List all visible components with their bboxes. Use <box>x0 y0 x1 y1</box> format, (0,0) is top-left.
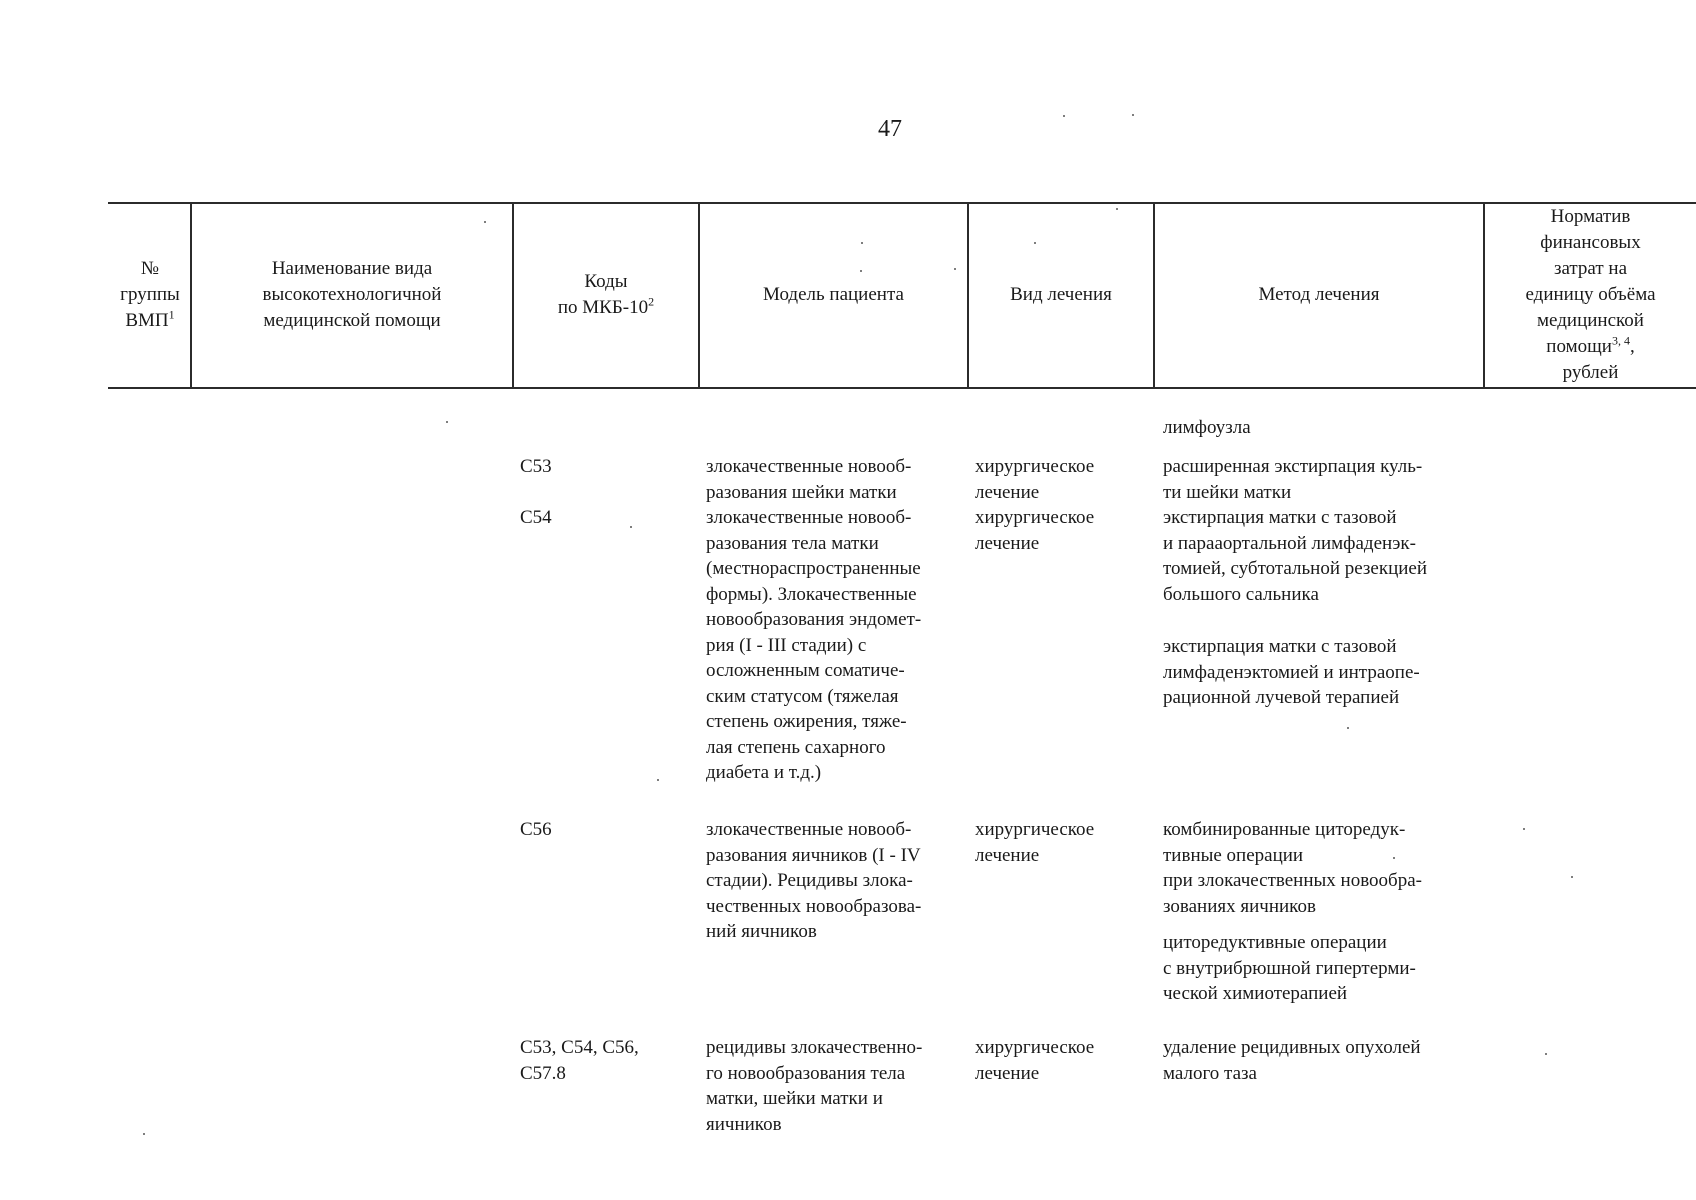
icd-code-cell: C53 <box>520 456 552 477</box>
scan-speck <box>1132 114 1134 116</box>
header-care-type: Наименование вида высокотехнологичной медицинской помощи <box>262 258 442 331</box>
treatment-type-cell: хирургическое лечение <box>975 507 1095 554</box>
header-icd-codes: Коды по МКБ-$10^2$ <box>557 271 655 318</box>
header-cost-standard: Норматив финансовых затрат на единицу объёма медицинской помощи$^{3, 4}$, рублей <box>1525 206 1656 383</box>
scan-speck <box>1545 1053 1547 1055</box>
patient-model-cell: злокачественные новооб- разования тела матки (местнораспространенные формы). Злокачественные новообразования эндомет- рия (I - III стадии) с осложненным соматиче- ским статусом (тяжелая степень ожирения, тяже- лая степень сахарного диабета и т.д.) <box>706 507 922 783</box>
header-group-number: № группы ВМП$^1$ <box>120 258 180 331</box>
scan-speck <box>861 242 863 244</box>
scan-speck <box>143 1133 145 1135</box>
scan-speck <box>954 268 956 270</box>
patient-model-cell: злокачественные новооб- разования яичников (I - IV стадии). Рецидивы злока- чественных новообразова- ний яичников <box>706 819 922 942</box>
icd-code-cell: C56 <box>520 819 552 840</box>
patient-model-cell: рецидивы злокачественно- го новообразования тела матки, шейки матки и яичников <box>706 1037 923 1135</box>
scan-speck <box>860 270 862 272</box>
method-cell: циторедуктивные операции с внутрибрюшной гипертерми- ческой химиотерапией <box>1163 932 1416 1004</box>
treatment-type-cell: хирургическое лечение <box>975 1037 1095 1084</box>
icd-code-cell: C53, C54, C56, C57.8 <box>520 1037 639 1084</box>
patient-model-cell: злокачественные новооб- разования шейки матки <box>706 456 912 503</box>
method-cell: лимфоузла <box>1163 417 1251 438</box>
header-treatment-type: Вид лечения <box>1010 284 1112 305</box>
method-cell: удаление рецидивных опухолей малого таза <box>1163 1037 1421 1084</box>
header-bottom-rule <box>108 387 1696 389</box>
method-cell: комбинированные циторедук- тивные операции при злокачественных новообра- зованиях яичников <box>1163 819 1422 917</box>
icd-code-cell: C54 <box>520 507 552 528</box>
treatment-type-cell: хирургическое лечение <box>975 819 1095 866</box>
scan-speck <box>484 221 486 223</box>
scan-speck <box>657 779 659 781</box>
scan-speck <box>446 421 448 423</box>
method-cell: экстирпация матки с тазовой и парааортальной лимфаденэк- томией, субтотальной резекцией большого сальника <box>1163 507 1428 605</box>
page-number: 47 <box>878 116 902 142</box>
scan-speck <box>1393 857 1395 859</box>
header-treatment-method: Метод лечения <box>1258 284 1380 305</box>
method-cell: расширенная экстирпация куль- ти шейки матки <box>1163 456 1423 503</box>
scan-speck <box>630 526 632 528</box>
treatment-type-cell: хирургическое лечение <box>975 456 1095 503</box>
header-patient-model: Модель пациента <box>763 284 904 305</box>
scan-speck <box>1116 208 1118 210</box>
method-cell: экстирпация матки с тазовой лимфаденэктомией и интраопе- рационной лучевой терапией <box>1163 636 1420 708</box>
scan-speck <box>1034 242 1036 244</box>
scan-speck <box>1523 828 1525 830</box>
scan-speck <box>1347 727 1349 729</box>
scan-speck <box>1063 115 1065 117</box>
scan-speck <box>1571 876 1573 878</box>
